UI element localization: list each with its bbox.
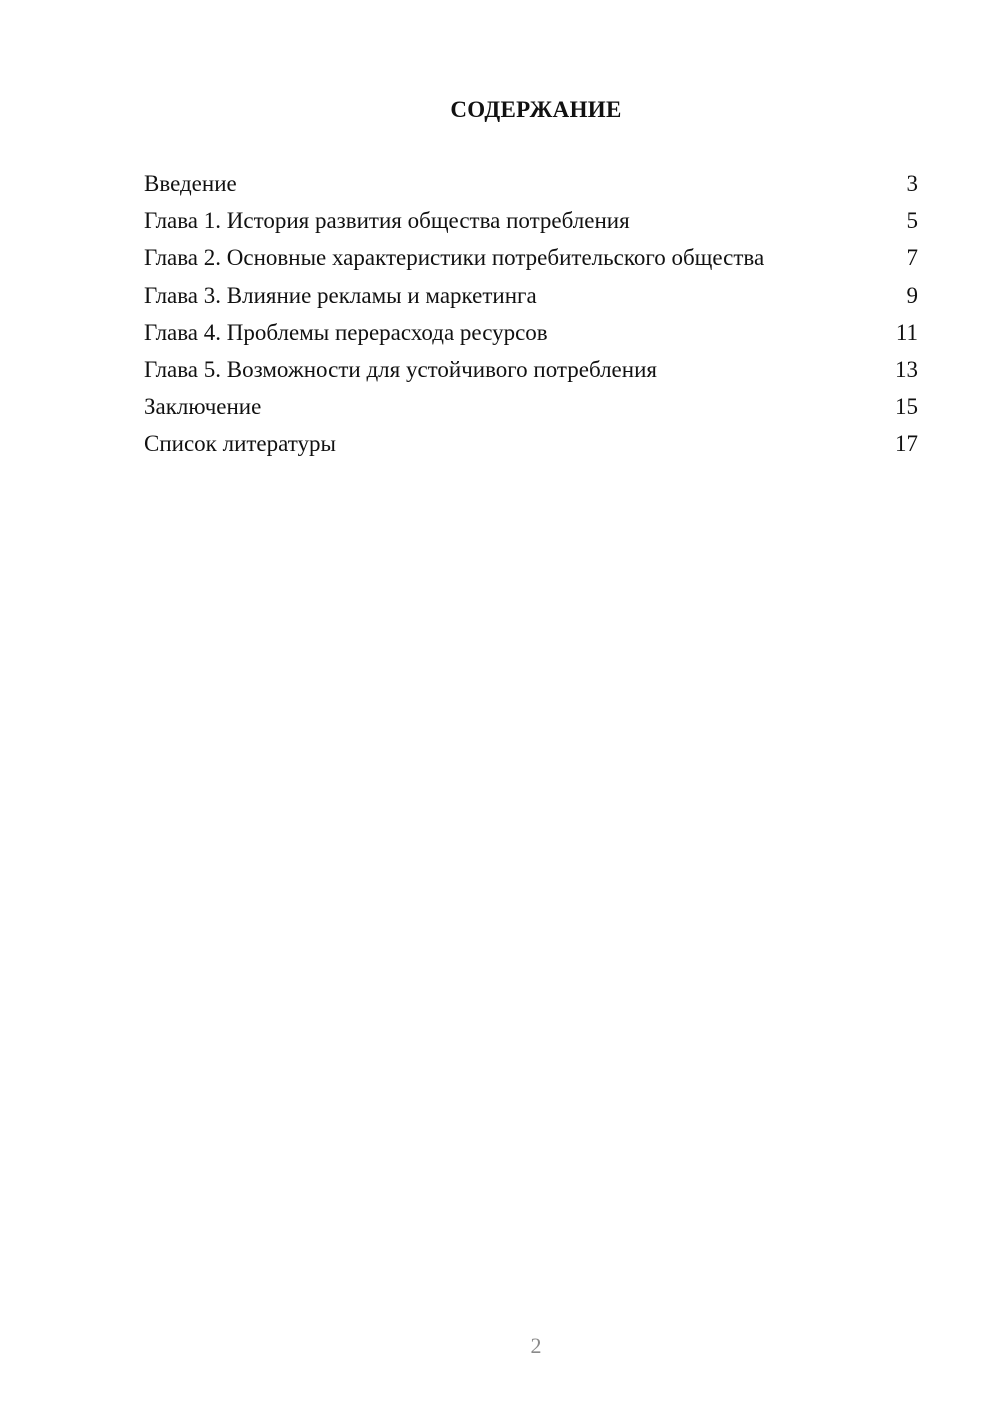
toc-entry-page-number: 17 [895,431,918,457]
table-of-contents [144,169,918,467]
toc-entry-page-number: 15 [895,394,918,420]
toc-entry-introduction [144,169,918,206]
toc-entry-label: Заключение [144,394,262,420]
toc-entry-chapter-3 [144,281,918,318]
toc-entry-chapter-5 [144,355,918,392]
toc-entry-chapter-1 [144,206,918,243]
toc-entry-page-number: 9 [906,282,918,308]
toc-entry-conclusion [144,392,918,429]
toc-entry-bibliography [144,429,918,466]
toc-entry-label: Глава 3. Влияние рекламы и маркетинга [144,282,537,308]
toc-entry-page-number: 7 [906,245,918,271]
toc-entry-label: Глава 4. Проблемы перерасхода ресурсов [144,319,548,345]
toc-entry-label: Введение [144,171,237,196]
toc-entry-page-number: 5 [906,208,918,234]
toc-entry-page-number: 3 [906,171,918,196]
page-title: СОДЕРЖАНИЕ [450,97,622,122]
toc-entry-chapter-2 [144,243,918,280]
toc-entry-page-number: 11 [895,319,918,345]
page-number: 2 [530,1333,542,1358]
toc-entry-label: Глава 2. Основные характеристики потребительского общества [144,245,765,271]
toc-entry-label: Список литературы [144,431,336,457]
toc-entry-chapter-4 [144,318,918,355]
toc-entry-page-number: 13 [895,356,918,382]
toc-entry-label: Глава 5. Возможности для устойчивого потребления [144,356,657,382]
toc-entry-label: Глава 1. История развития общества потребления [144,208,630,234]
